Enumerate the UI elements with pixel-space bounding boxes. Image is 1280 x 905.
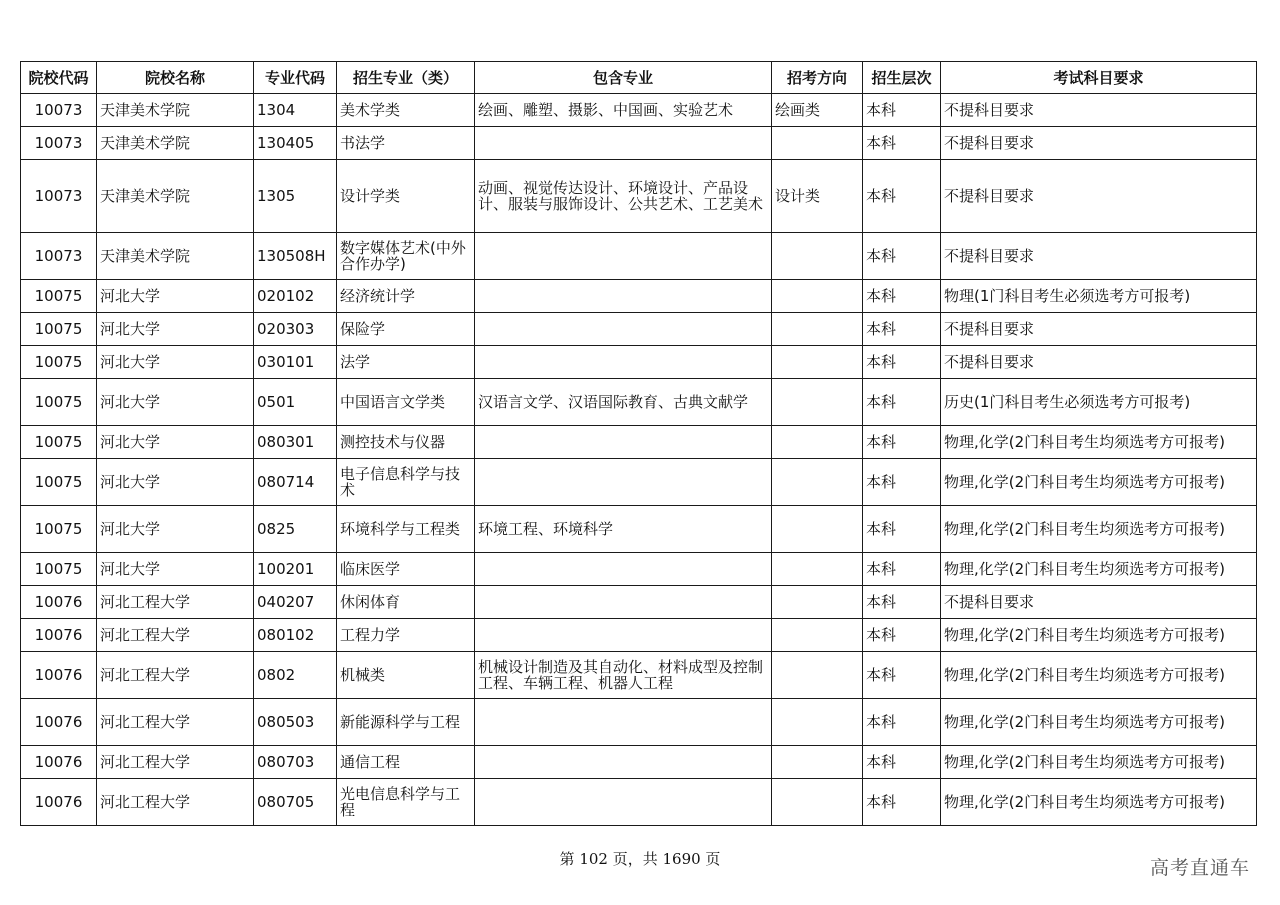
cell-subject-requirement: 不提科目要求 <box>941 127 1257 160</box>
cell-subject-requirement: 不提科目要求 <box>941 586 1257 619</box>
table-row <box>21 619 1257 652</box>
cell-included-majors <box>475 699 772 746</box>
table-row <box>21 553 1257 586</box>
cell-included-majors <box>475 233 772 280</box>
cell-major-code: 1305 <box>254 160 337 233</box>
cell-school-code: 10073 <box>21 160 97 233</box>
cell-included-majors <box>475 459 772 506</box>
table-body <box>21 94 1257 826</box>
cell-school-code: 10075 <box>21 280 97 313</box>
cell-school-name: 河北工程大学 <box>97 652 254 699</box>
watermark-logo: 高考直通车 <box>1149 857 1250 879</box>
cell-major-code: 080705 <box>254 779 337 826</box>
cell-direction <box>772 459 863 506</box>
cell-school-code: 10075 <box>21 426 97 459</box>
table-row <box>21 94 1257 127</box>
cell-major: 保险学 <box>337 313 475 346</box>
cell-school-name: 天津美术学院 <box>97 160 254 233</box>
cell-major: 新能源科学与工程 <box>337 699 475 746</box>
cell-subject-requirement: 物理,化学(2门科目考生均须选考方可报考) <box>941 779 1257 826</box>
cell-direction <box>772 426 863 459</box>
col-header-included-majors: 包含专业 <box>475 62 772 94</box>
cell-level: 本科 <box>863 160 941 233</box>
cell-school-name: 河北工程大学 <box>97 699 254 746</box>
cell-school-code: 10073 <box>21 233 97 280</box>
cell-major-code: 040207 <box>254 586 337 619</box>
cell-subject-requirement: 物理,化学(2门科目考生均须选考方可报考) <box>941 699 1257 746</box>
cell-included-majors: 汉语言文学、汉语国际教育、古典文献学 <box>475 379 772 426</box>
cell-major: 通信工程 <box>337 746 475 779</box>
cell-direction <box>772 746 863 779</box>
cell-school-code: 10075 <box>21 313 97 346</box>
cell-school-name: 河北工程大学 <box>97 586 254 619</box>
table-row <box>21 586 1257 619</box>
table-row <box>21 346 1257 379</box>
cell-major-code: 080703 <box>254 746 337 779</box>
cell-direction: 绘画类 <box>772 94 863 127</box>
cell-major-code: 1304 <box>254 94 337 127</box>
cell-major: 光电信息科学与工程 <box>337 779 475 826</box>
cell-included-majors <box>475 779 772 826</box>
cell-level: 本科 <box>863 553 941 586</box>
cell-major-code: 130405 <box>254 127 337 160</box>
cell-school-name: 河北大学 <box>97 379 254 426</box>
cell-subject-requirement: 历史(1门科目考生必须选考方可报考) <box>941 379 1257 426</box>
cell-level: 本科 <box>863 779 941 826</box>
cell-school-code: 10073 <box>21 94 97 127</box>
cell-direction <box>772 379 863 426</box>
cell-major: 法学 <box>337 346 475 379</box>
cell-direction <box>772 506 863 553</box>
col-header-direction: 招考方向 <box>772 62 863 94</box>
cell-major-code: 130508H <box>254 233 337 280</box>
cell-subject-requirement: 物理,化学(2门科目考生均须选考方可报考) <box>941 652 1257 699</box>
cell-major-code: 0501 <box>254 379 337 426</box>
cell-level: 本科 <box>863 313 941 346</box>
cell-level: 本科 <box>863 619 941 652</box>
cell-school-name: 天津美术学院 <box>97 127 254 160</box>
cell-direction <box>772 586 863 619</box>
cell-school-code: 10076 <box>21 699 97 746</box>
cell-direction <box>772 699 863 746</box>
cell-major: 环境科学与工程类 <box>337 506 475 553</box>
cell-level: 本科 <box>863 652 941 699</box>
cell-school-code: 10076 <box>21 619 97 652</box>
cell-direction <box>772 652 863 699</box>
cell-major: 书法学 <box>337 127 475 160</box>
cell-major-code: 0802 <box>254 652 337 699</box>
cell-major-code: 080503 <box>254 699 337 746</box>
cell-major: 数字媒体艺术(中外合作办学) <box>337 233 475 280</box>
cell-level: 本科 <box>863 459 941 506</box>
cell-major: 中国语言文学类 <box>337 379 475 426</box>
cell-major-code: 080714 <box>254 459 337 506</box>
cell-major-code: 0825 <box>254 506 337 553</box>
table-row <box>21 652 1257 699</box>
cell-direction <box>772 346 863 379</box>
cell-major: 设计学类 <box>337 160 475 233</box>
col-header-major-code: 专业代码 <box>254 62 337 94</box>
cell-school-code: 10076 <box>21 652 97 699</box>
cell-included-majors <box>475 619 772 652</box>
cell-school-name: 河北大学 <box>97 426 254 459</box>
cell-subject-requirement: 物理,化学(2门科目考生均须选考方可报考) <box>941 746 1257 779</box>
cell-level: 本科 <box>863 379 941 426</box>
cell-school-name: 河北工程大学 <box>97 746 254 779</box>
cell-direction <box>772 779 863 826</box>
cell-school-name: 河北大学 <box>97 313 254 346</box>
table-row <box>21 506 1257 553</box>
cell-subject-requirement: 不提科目要求 <box>941 160 1257 233</box>
cell-direction <box>772 553 863 586</box>
cell-included-majors <box>475 586 772 619</box>
cell-school-code: 10073 <box>21 127 97 160</box>
table-row <box>21 746 1257 779</box>
cell-major: 休闲体育 <box>337 586 475 619</box>
cell-school-name: 天津美术学院 <box>97 233 254 280</box>
cell-school-code: 10076 <box>21 746 97 779</box>
cell-major: 机械类 <box>337 652 475 699</box>
cell-major: 临床医学 <box>337 553 475 586</box>
cell-level: 本科 <box>863 746 941 779</box>
cell-included-majors <box>475 346 772 379</box>
cell-school-code: 10075 <box>21 379 97 426</box>
cell-school-name: 河北大学 <box>97 553 254 586</box>
cell-major-code: 080102 <box>254 619 337 652</box>
cell-school-name: 河北工程大学 <box>97 779 254 826</box>
cell-direction <box>772 280 863 313</box>
cell-included-majors: 绘画、雕塑、摄影、中国画、实验艺术 <box>475 94 772 127</box>
col-header-level: 招生层次 <box>863 62 941 94</box>
cell-subject-requirement: 物理,化学(2门科目考生均须选考方可报考) <box>941 619 1257 652</box>
cell-subject-requirement: 不提科目要求 <box>941 313 1257 346</box>
table-row <box>21 699 1257 746</box>
cell-level: 本科 <box>863 586 941 619</box>
col-header-subject-requirement: 考试科目要求 <box>941 62 1257 94</box>
cell-subject-requirement: 物理,化学(2门科目考生均须选考方可报考) <box>941 426 1257 459</box>
cell-direction <box>772 313 863 346</box>
cell-major-code: 080301 <box>254 426 337 459</box>
table-header-row <box>21 62 1257 94</box>
cell-major: 测控技术与仪器 <box>337 426 475 459</box>
col-header-school-name: 院校名称 <box>97 62 254 94</box>
cell-included-majors <box>475 746 772 779</box>
cell-major: 美术学类 <box>337 94 475 127</box>
cell-school-name: 河北大学 <box>97 346 254 379</box>
page-number: 第 102 页，共 1690 页 <box>559 850 721 868</box>
cell-level: 本科 <box>863 280 941 313</box>
cell-level: 本科 <box>863 426 941 459</box>
cell-included-majors <box>475 280 772 313</box>
cell-direction <box>772 233 863 280</box>
cell-included-majors <box>475 127 772 160</box>
col-header-major: 招生专业（类） <box>337 62 475 94</box>
cell-school-code: 10075 <box>21 506 97 553</box>
table-row <box>21 779 1257 826</box>
cell-included-majors: 动画、视觉传达设计、环境设计、产品设计、服装与服饰设计、公共艺术、工艺美术 <box>475 160 772 233</box>
cell-major-code: 020303 <box>254 313 337 346</box>
cell-school-code: 10076 <box>21 586 97 619</box>
cell-major: 电子信息科学与技术 <box>337 459 475 506</box>
table-row <box>21 379 1257 426</box>
cell-level: 本科 <box>863 127 941 160</box>
table-row <box>21 127 1257 160</box>
cell-level: 本科 <box>863 346 941 379</box>
cell-included-majors: 环境工程、环境科学 <box>475 506 772 553</box>
cell-major: 经济统计学 <box>337 280 475 313</box>
cell-school-code: 10076 <box>21 779 97 826</box>
table-row <box>21 160 1257 233</box>
cell-school-code: 10075 <box>21 553 97 586</box>
cell-level: 本科 <box>863 506 941 553</box>
cell-level: 本科 <box>863 233 941 280</box>
cell-major: 工程力学 <box>337 619 475 652</box>
cell-major-code: 100201 <box>254 553 337 586</box>
col-header-school-code: 院校代码 <box>21 62 97 94</box>
table-row <box>21 313 1257 346</box>
cell-level: 本科 <box>863 94 941 127</box>
table-row <box>21 426 1257 459</box>
cell-included-majors <box>475 426 772 459</box>
cell-school-name: 河北大学 <box>97 506 254 553</box>
cell-subject-requirement: 不提科目要求 <box>941 233 1257 280</box>
cell-subject-requirement: 物理,化学(2门科目考生均须选考方可报考) <box>941 506 1257 553</box>
cell-direction: 设计类 <box>772 160 863 233</box>
cell-major-code: 020102 <box>254 280 337 313</box>
cell-included-majors: 机械设计制造及其自动化、材料成型及控制工程、车辆工程、机器人工程 <box>475 652 772 699</box>
cell-school-code: 10075 <box>21 459 97 506</box>
cell-subject-requirement: 物理,化学(2门科目考生均须选考方可报考) <box>941 459 1257 506</box>
cell-subject-requirement: 物理(1门科目考生必须选考方可报考) <box>941 280 1257 313</box>
cell-included-majors <box>475 553 772 586</box>
table-row <box>21 280 1257 313</box>
cell-subject-requirement: 不提科目要求 <box>941 94 1257 127</box>
cell-level: 本科 <box>863 699 941 746</box>
cell-direction <box>772 127 863 160</box>
cell-school-name: 河北大学 <box>97 280 254 313</box>
cell-school-name: 天津美术学院 <box>97 94 254 127</box>
cell-school-name: 河北工程大学 <box>97 619 254 652</box>
table-row <box>21 459 1257 506</box>
cell-subject-requirement: 物理,化学(2门科目考生均须选考方可报考) <box>941 553 1257 586</box>
cell-school-code: 10075 <box>21 346 97 379</box>
cell-direction <box>772 619 863 652</box>
table-row <box>21 233 1257 280</box>
cell-included-majors <box>475 313 772 346</box>
cell-subject-requirement: 不提科目要求 <box>941 346 1257 379</box>
cell-major-code: 030101 <box>254 346 337 379</box>
cell-school-name: 河北大学 <box>97 459 254 506</box>
admissions-table <box>20 61 1257 826</box>
